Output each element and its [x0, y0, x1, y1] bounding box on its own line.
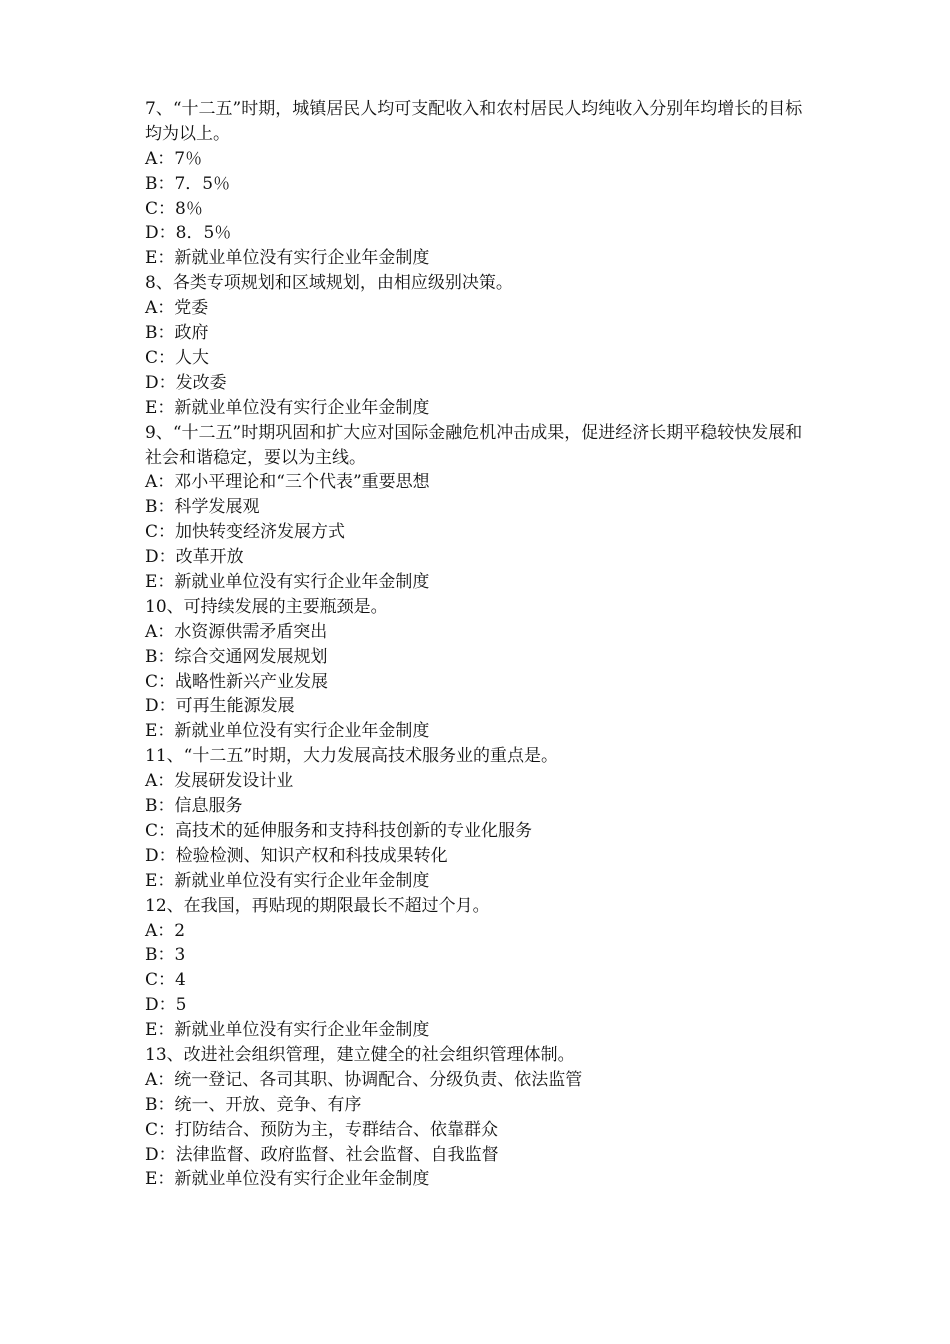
option-a: A：2 — [145, 920, 186, 941]
option-d: D：法律监督、政府监督、社会监督、自我监督 — [145, 1144, 499, 1165]
question-stem: 8、各类专项规划和区域规划，由相应级别决策。 — [145, 273, 513, 294]
question-8 — [145, 271, 810, 420]
option-d: D：改革开放 — [145, 547, 244, 568]
option-a: A：统一登记、各司其职、协调配合、分级负责、依法监管 — [145, 1069, 583, 1090]
question-stem: 11、“十二五”时期，大力发展高技术服务业的重点是。 — [145, 746, 559, 767]
option-e: E：新就业单位没有实行企业年金制度 — [145, 870, 430, 891]
option-b: B：科学发展观 — [145, 497, 260, 518]
option-c: C：8％ — [145, 198, 203, 219]
question-11 — [145, 744, 810, 893]
question-13 — [145, 1043, 810, 1192]
option-a: A：水资源供需矛盾突出 — [145, 621, 328, 642]
option-c: C：加快转变经济发展方式 — [145, 522, 346, 543]
option-d: D：检验检测、知识产权和科技成果转化 — [145, 845, 448, 866]
option-b: B：政府 — [145, 323, 209, 344]
question-stem: 9、“十二五”时期巩固和扩大应对国际金融危机冲击成果，促进经济长期平稳较快发展和社会和谐稳定，要以为主线。 — [145, 422, 803, 468]
option-e: E：新就业单位没有实行企业年金制度 — [145, 248, 430, 269]
option-c: C：人大 — [145, 347, 210, 368]
option-e: E：新就业单位没有实行企业年金制度 — [145, 1020, 430, 1041]
option-e: E：新就业单位没有实行企业年金制度 — [145, 572, 430, 592]
option-d: D：发改委 — [145, 372, 227, 393]
option-c: C：4 — [145, 970, 186, 991]
option-a: A：党委 — [145, 298, 209, 319]
question-stem: 10、可持续发展的主要瓶颈是。 — [145, 596, 388, 617]
question-10 — [145, 595, 810, 744]
question-stem: 13、改进社会组织管理，建立健全的社会组织管理体制。 — [145, 1044, 575, 1065]
option-a: A：邓小平理论和“三个代表”重要思想 — [145, 472, 430, 493]
option-a: A：7％ — [145, 148, 203, 169]
option-d: D：8．5％ — [145, 223, 232, 244]
option-c: C：打防结合、预防为主，专群结合、依靠群众 — [145, 1119, 499, 1140]
option-c: C：战略性新兴产业发展 — [145, 671, 329, 692]
option-b: B：综合交通网发展规划 — [145, 646, 328, 667]
option-b: B：7．5％ — [145, 173, 231, 194]
option-e: E：新就业单位没有实行企业年金制度 — [145, 721, 430, 742]
question-7 — [145, 97, 810, 271]
question-12 — [145, 894, 810, 1043]
option-c: C：高技术的延伸服务和支持科技创新的专业化服务 — [145, 820, 533, 841]
question-list — [145, 97, 810, 1192]
option-e: E：新就业单位没有实行企业年金制度 — [145, 1169, 430, 1190]
option-b: B：统一、开放、竞争、有序 — [145, 1094, 362, 1115]
question-stem: 7、“十二五”时期，城镇居民人均可支配收入和农村居民人均纯收入分别年均增长的目标均为以上。 — [145, 99, 803, 144]
option-a: A：发展研发设计业 — [145, 771, 294, 792]
option-b: B：信息服务 — [145, 796, 243, 817]
option-e: E：新就业单位没有实行企业年金制度 — [145, 397, 430, 418]
option-d: D：可再生能源发展 — [145, 696, 295, 717]
option-d: D：5 — [145, 995, 187, 1016]
question-9 — [145, 421, 810, 595]
question-stem: 12、在我国，再贴现的期限最长不超过个月。 — [145, 895, 490, 916]
option-b: B：3 — [145, 945, 186, 966]
